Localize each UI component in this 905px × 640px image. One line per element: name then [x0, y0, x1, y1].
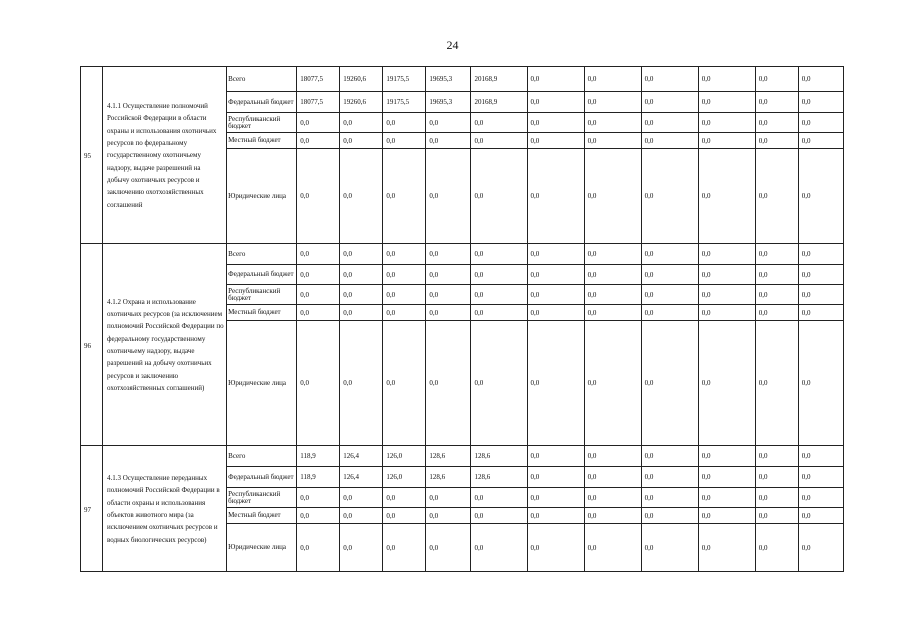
- amount-cell: 0,0: [527, 305, 584, 321]
- amount-cell: 0,0: [698, 524, 755, 572]
- amount-cell: 0,0: [755, 133, 798, 149]
- funding-source: Республиканский бюджет: [227, 285, 297, 305]
- amount-cell: 0,0: [641, 92, 698, 113]
- amount-cell: 0,0: [527, 265, 584, 285]
- amount-cell: 126,0: [383, 446, 426, 467]
- amount-cell: 19695,3: [426, 67, 471, 92]
- amount-cell: 19260,6: [340, 92, 383, 113]
- amount-cell: 0,0: [383, 133, 426, 149]
- amount-cell: 0,0: [340, 285, 383, 305]
- amount-cell: 0,0: [297, 488, 340, 508]
- amount-cell: 0,0: [426, 321, 471, 446]
- amount-cell: 0,0: [297, 321, 340, 446]
- amount-cell: 20168,9: [471, 67, 527, 92]
- amount-cell: 0,0: [584, 285, 641, 305]
- amount-cell: 0,0: [297, 524, 340, 572]
- amount-cell: 0,0: [297, 285, 340, 305]
- amount-cell: 0,0: [297, 149, 340, 244]
- amount-cell: 0,0: [584, 321, 641, 446]
- amount-cell: 0,0: [527, 149, 584, 244]
- amount-cell: 0,0: [383, 113, 426, 133]
- amount-cell: 0,0: [527, 113, 584, 133]
- activity-name: 4.1.1 Осуществление полномочий Российской Федерации в области охраны и использования охотничьих ресурсов по федеральному государственному охотничьему надзору, выдаче разрешений на добычу охотничьих ресурсов и заключению охотхозяйственных соглашений: [103, 67, 227, 244]
- amount-cell: 0,0: [641, 488, 698, 508]
- amount-cell: 19175,5: [383, 67, 426, 92]
- amount-cell: 0,0: [471, 488, 527, 508]
- amount-cell: 118,9: [297, 446, 340, 467]
- funding-source: Республиканский бюджет: [227, 113, 297, 133]
- amount-cell: 0,0: [383, 321, 426, 446]
- amount-cell: 0,0: [641, 133, 698, 149]
- amount-cell: 0,0: [641, 524, 698, 572]
- amount-cell: 0,0: [798, 265, 843, 285]
- amount-cell: 118,9: [297, 467, 340, 488]
- amount-cell: 128,6: [426, 467, 471, 488]
- amount-cell: 0,0: [340, 244, 383, 265]
- amount-cell: 0,0: [584, 244, 641, 265]
- amount-cell: 0,0: [641, 67, 698, 92]
- table-row: [81, 67, 844, 92]
- amount-cell: 0,0: [340, 321, 383, 446]
- amount-cell: 0,0: [584, 92, 641, 113]
- amount-cell: 0,0: [798, 285, 843, 305]
- amount-cell: 0,0: [426, 113, 471, 133]
- amount-cell: 0,0: [698, 305, 755, 321]
- table-row: [81, 446, 844, 467]
- amount-cell: 0,0: [297, 265, 340, 285]
- amount-cell: 0,0: [698, 67, 755, 92]
- activity-name: 4.1.3 Осуществление переданных полномочий Российской Федерации в области охраны и использования объектов животного мира (за исключением охотничьих ресурсов и водных биологических ресурсов): [103, 446, 227, 572]
- amount-cell: 0,0: [584, 67, 641, 92]
- funding-source: Республиканский бюджет: [227, 488, 297, 508]
- amount-cell: 0,0: [426, 488, 471, 508]
- amount-cell: 19695,3: [426, 92, 471, 113]
- amount-cell: 126,0: [383, 467, 426, 488]
- amount-cell: 0,0: [297, 508, 340, 524]
- amount-cell: 0,0: [798, 467, 843, 488]
- amount-cell: 0,0: [340, 113, 383, 133]
- amount-cell: 128,6: [471, 446, 527, 467]
- amount-cell: 0,0: [527, 488, 584, 508]
- amount-cell: 0,0: [798, 133, 843, 149]
- funding-source: Федеральный бюджет: [227, 92, 297, 113]
- amount-cell: 0,0: [584, 467, 641, 488]
- amount-cell: 0,0: [340, 508, 383, 524]
- amount-cell: 0,0: [527, 467, 584, 488]
- amount-cell: 0,0: [755, 488, 798, 508]
- amount-cell: 0,0: [698, 488, 755, 508]
- amount-cell: 0,0: [641, 149, 698, 244]
- activity-name: 4.1.2 Охрана и использование охотничьих ресурсов (за исключением полномочий Российской Федерации по федеральному государственному охотничьему надзору, выдаче разрешений на добычу охотничьих ресурсов и заключению охотхозяйственных соглашений): [103, 244, 227, 446]
- amount-cell: 0,0: [798, 488, 843, 508]
- amount-cell: 0,0: [798, 149, 843, 244]
- row-number: 95: [81, 67, 103, 244]
- amount-cell: 0,0: [698, 321, 755, 446]
- amount-cell: 0,0: [527, 446, 584, 467]
- funding-source: Юридические лица: [227, 149, 297, 244]
- funding-source: Федеральный бюджет: [227, 467, 297, 488]
- amount-cell: 0,0: [527, 508, 584, 524]
- funding-source: Юридические лица: [227, 321, 297, 446]
- amount-cell: 0,0: [698, 467, 755, 488]
- amount-cell: 0,0: [426, 524, 471, 572]
- amount-cell: 0,0: [426, 265, 471, 285]
- amount-cell: 0,0: [297, 133, 340, 149]
- amount-cell: 0,0: [698, 508, 755, 524]
- amount-cell: 0,0: [527, 92, 584, 113]
- amount-cell: 0,0: [698, 113, 755, 133]
- amount-cell: 0,0: [383, 244, 426, 265]
- amount-cell: 0,0: [471, 265, 527, 285]
- row-number: 97: [81, 446, 103, 572]
- amount-cell: 0,0: [755, 467, 798, 488]
- amount-cell: 0,0: [755, 265, 798, 285]
- amount-cell: 0,0: [426, 285, 471, 305]
- amount-cell: 0,0: [584, 524, 641, 572]
- amount-cell: 0,0: [340, 149, 383, 244]
- amount-cell: 0,0: [527, 285, 584, 305]
- amount-cell: 0,0: [340, 265, 383, 285]
- amount-cell: 0,0: [383, 285, 426, 305]
- amount-cell: 0,0: [383, 524, 426, 572]
- amount-cell: 0,0: [641, 446, 698, 467]
- amount-cell: 19175,5: [383, 92, 426, 113]
- amount-cell: 0,0: [755, 305, 798, 321]
- amount-cell: 0,0: [471, 305, 527, 321]
- amount-cell: 0,0: [755, 321, 798, 446]
- funding-source: Местный бюджет: [227, 508, 297, 524]
- amount-cell: 0,0: [383, 508, 426, 524]
- amount-cell: 18077,5: [297, 67, 340, 92]
- budget-table: [80, 66, 844, 572]
- amount-cell: 0,0: [426, 244, 471, 265]
- amount-cell: 0,0: [426, 508, 471, 524]
- amount-cell: 0,0: [798, 446, 843, 467]
- amount-cell: 0,0: [527, 524, 584, 572]
- funding-source: Местный бюджет: [227, 133, 297, 149]
- amount-cell: 0,0: [471, 244, 527, 265]
- amount-cell: 0,0: [641, 244, 698, 265]
- amount-cell: 0,0: [755, 508, 798, 524]
- amount-cell: 19260,6: [340, 67, 383, 92]
- funding-source: Всего: [227, 446, 297, 467]
- amount-cell: 0,0: [641, 508, 698, 524]
- amount-cell: 0,0: [798, 524, 843, 572]
- amount-cell: 0,0: [584, 133, 641, 149]
- amount-cell: 0,0: [755, 524, 798, 572]
- table-body: [81, 67, 844, 572]
- amount-cell: 0,0: [584, 508, 641, 524]
- amount-cell: 128,6: [426, 446, 471, 467]
- amount-cell: 0,0: [340, 524, 383, 572]
- amount-cell: 0,0: [798, 321, 843, 446]
- amount-cell: 0,0: [297, 244, 340, 265]
- amount-cell: 0,0: [698, 92, 755, 113]
- amount-cell: 0,0: [383, 149, 426, 244]
- amount-cell: 0,0: [471, 133, 527, 149]
- amount-cell: 0,0: [755, 113, 798, 133]
- amount-cell: 128,6: [471, 467, 527, 488]
- amount-cell: 0,0: [641, 113, 698, 133]
- amount-cell: 0,0: [527, 321, 584, 446]
- amount-cell: 0,0: [641, 285, 698, 305]
- amount-cell: 0,0: [584, 305, 641, 321]
- amount-cell: 0,0: [383, 488, 426, 508]
- amount-cell: 0,0: [698, 149, 755, 244]
- funding-source: Местный бюджет: [227, 305, 297, 321]
- amount-cell: 0,0: [755, 92, 798, 113]
- amount-cell: 0,0: [340, 305, 383, 321]
- amount-cell: 0,0: [798, 305, 843, 321]
- funding-source: Юридические лица: [227, 524, 297, 572]
- page-number: 24: [446, 38, 459, 52]
- amount-cell: 0,0: [527, 133, 584, 149]
- amount-cell: 0,0: [584, 265, 641, 285]
- amount-cell: 0,0: [641, 321, 698, 446]
- amount-cell: 0,0: [698, 265, 755, 285]
- amount-cell: 0,0: [698, 285, 755, 305]
- amount-cell: 0,0: [798, 113, 843, 133]
- amount-cell: 0,0: [471, 508, 527, 524]
- amount-cell: 0,0: [471, 524, 527, 572]
- amount-cell: 0,0: [698, 133, 755, 149]
- amount-cell: 0,0: [297, 113, 340, 133]
- amount-cell: 0,0: [755, 67, 798, 92]
- amount-cell: 0,0: [471, 321, 527, 446]
- amount-cell: 0,0: [426, 149, 471, 244]
- amount-cell: 0,0: [755, 285, 798, 305]
- amount-cell: 0,0: [471, 285, 527, 305]
- amount-cell: 0,0: [471, 149, 527, 244]
- amount-cell: 0,0: [584, 113, 641, 133]
- amount-cell: 0,0: [798, 508, 843, 524]
- amount-cell: 0,0: [340, 133, 383, 149]
- amount-cell: 0,0: [755, 446, 798, 467]
- amount-cell: 0,0: [698, 244, 755, 265]
- amount-cell: 126,4: [340, 446, 383, 467]
- funding-source: Всего: [227, 244, 297, 265]
- funding-source: Федеральный бюджет: [227, 265, 297, 285]
- amount-cell: 0,0: [383, 305, 426, 321]
- amount-cell: 0,0: [641, 467, 698, 488]
- amount-cell: 126,4: [340, 467, 383, 488]
- amount-cell: 0,0: [641, 305, 698, 321]
- amount-cell: 0,0: [798, 92, 843, 113]
- amount-cell: 20168,9: [471, 92, 527, 113]
- amount-cell: 0,0: [340, 488, 383, 508]
- amount-cell: 0,0: [383, 265, 426, 285]
- amount-cell: 0,0: [584, 149, 641, 244]
- amount-cell: 0,0: [297, 305, 340, 321]
- funding-source: Всего: [227, 67, 297, 92]
- amount-cell: 0,0: [527, 244, 584, 265]
- amount-cell: 0,0: [584, 446, 641, 467]
- amount-cell: 0,0: [755, 244, 798, 265]
- amount-cell: 0,0: [471, 113, 527, 133]
- amount-cell: 0,0: [755, 149, 798, 244]
- amount-cell: 18077,5: [297, 92, 340, 113]
- table-row: [81, 244, 844, 265]
- amount-cell: 0,0: [426, 133, 471, 149]
- amount-cell: 0,0: [426, 305, 471, 321]
- amount-cell: 0,0: [798, 67, 843, 92]
- row-number: 96: [81, 244, 103, 446]
- amount-cell: 0,0: [698, 446, 755, 467]
- amount-cell: 0,0: [527, 67, 584, 92]
- amount-cell: 0,0: [641, 265, 698, 285]
- amount-cell: 0,0: [584, 488, 641, 508]
- amount-cell: 0,0: [798, 244, 843, 265]
